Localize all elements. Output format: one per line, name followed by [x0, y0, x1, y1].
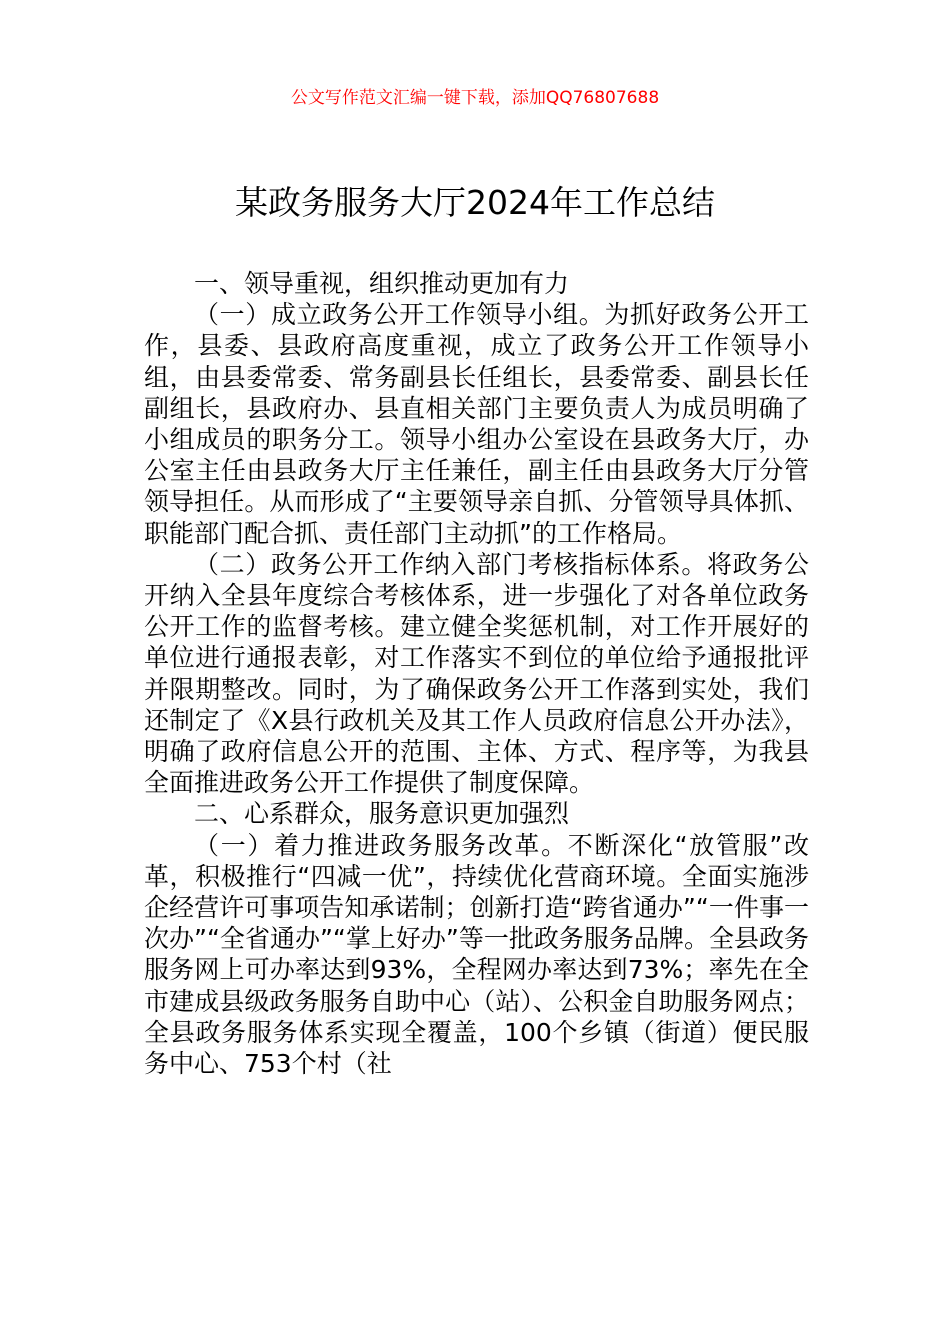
download-banner: 公文写作范文汇编一键下载，添加QQ76807688: [290, 88, 660, 108]
paragraph-1-1: （一）成立政务公开工作领导小组。为抓好政务公开工作，县委、县政府高度重视，成立了政务公开工作领导小组，由县委常委、常务副县长任组长，县委常委、副县长任副组长，县政府办、县直相关部门主要负责人为成员明确了小组成员的职务分工。领导小组办公室设在县政务大厅，办公室主任由县政务大厅主任兼任，副主任由县政务大厅分管领导担任。从而形成了“主要领导亲自抓、分管领导具体抓、职能部门配合抓、责任部门主动抓”的工作格局。: [144, 300, 809, 548]
document-body: [144, 268, 809, 1079]
document-title: 某政务服务大厅2024年工作总结: [235, 183, 715, 222]
section-heading-1: 一、领导重视，组织推动更加有力: [194, 269, 570, 298]
section-heading-2: 二、心系群众，服务意识更加强烈: [194, 799, 570, 829]
paragraph-2-1: （一）着力推进政务服务改革。不断深化“放管服”改革，积极推行“四减一优”，持续优化营商环境。全面实施涉企经营许可事项告知承诺制；创新打造“跨省通办”“一件事一次办”“全省通办”“掌上好办”等一批政务服务品牌。全县政务服务网上可办率达到93%，全程网办率达到73%；率先在全市建成县级政务服务自助中心（站）、公积金自助服务网点；全县政务服务体系实现全覆盖，100个乡镇（街道）便民服务中心、753个村（社: [144, 830, 809, 1079]
paragraph-1-2: （二）政务公开工作纳入部门考核指标体系。将政务公开纳入全县年度综合考核体系，进一步强化了对各单位政务公开工作的监督考核。建立健全奖惩机制，对工作开展好的单位进行通报表彰，对工作落实不到位的单位给予通报批评并限期整改。同时，为了确保政务公开工作落到实处，我们还制定了《X县行政机关及其工作人员政府信息公开办法》，明确了政府信息公开的范围、主体、方式、程序等，为我县全面推进政务公开工作提供了制度保障。: [144, 549, 809, 798]
